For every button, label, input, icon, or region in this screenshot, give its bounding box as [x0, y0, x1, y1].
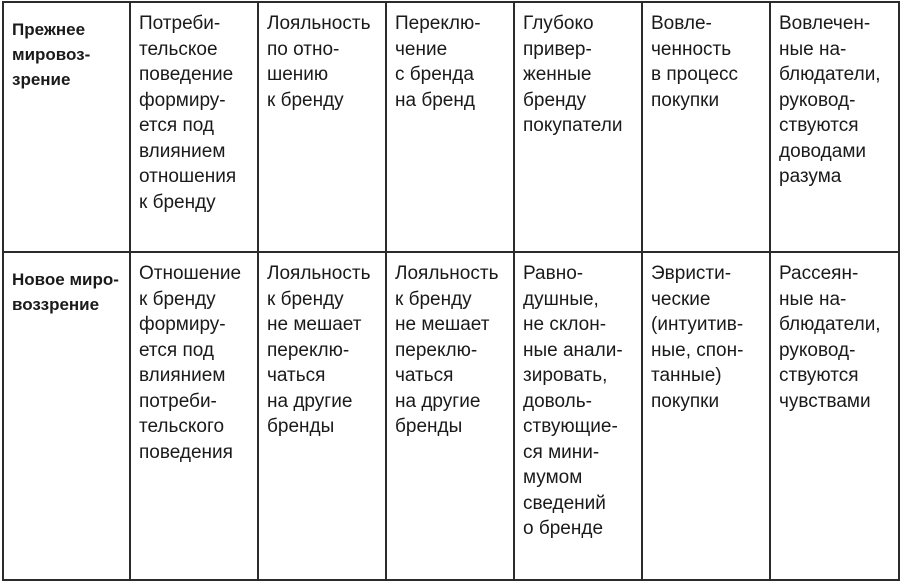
row-header-new-worldview: Новое миро- воззрение	[3, 252, 130, 580]
comparison-table	[2, 1, 900, 581]
table-cell: Рассеян- ные на- блюдатели, руковод- ствуются чувствами	[770, 252, 899, 580]
table-cell: Лояльность к бренду не мешает переклю- чаться на другие бренды	[386, 252, 514, 580]
table-cell: Вовлечен- ные на- блюдатели, руковод- ствуются доводами разума	[770, 2, 899, 252]
comparison-table-wrapper	[2, 1, 898, 579]
table-cell: Лояльность к бренду не мешает переклю- чаться на другие бренды	[258, 252, 386, 580]
table-row-new-worldview	[3, 252, 899, 580]
row-header-old-worldview: Прежнее мировоз- зрение	[3, 2, 130, 252]
table-row-old-worldview	[3, 2, 899, 252]
table-cell: Вовле- ченность в процесс покупки	[642, 2, 770, 252]
table-cell: Переклю- чение с бренда на бренд	[386, 2, 514, 252]
table-cell: Эвристи- ческие (интуитив- ные, спон- танные) покупки	[642, 252, 770, 580]
table-cell: Потреби- тельское поведение формиру- ется под влиянием отношения к бренду	[130, 2, 258, 252]
table-cell: Равно- душные, не склон- ные анали- зировать, доволь- ствующие- ся мини- мумом сведений о бренде	[514, 252, 642, 580]
table-cell: Глубоко привер- женные бренду покупатели	[514, 2, 642, 252]
table-cell: Отношение к бренду формиру- ется под влиянием потреби- тельского поведения	[130, 252, 258, 580]
table-cell: Лояльность по отно- шению к бренду	[258, 2, 386, 252]
